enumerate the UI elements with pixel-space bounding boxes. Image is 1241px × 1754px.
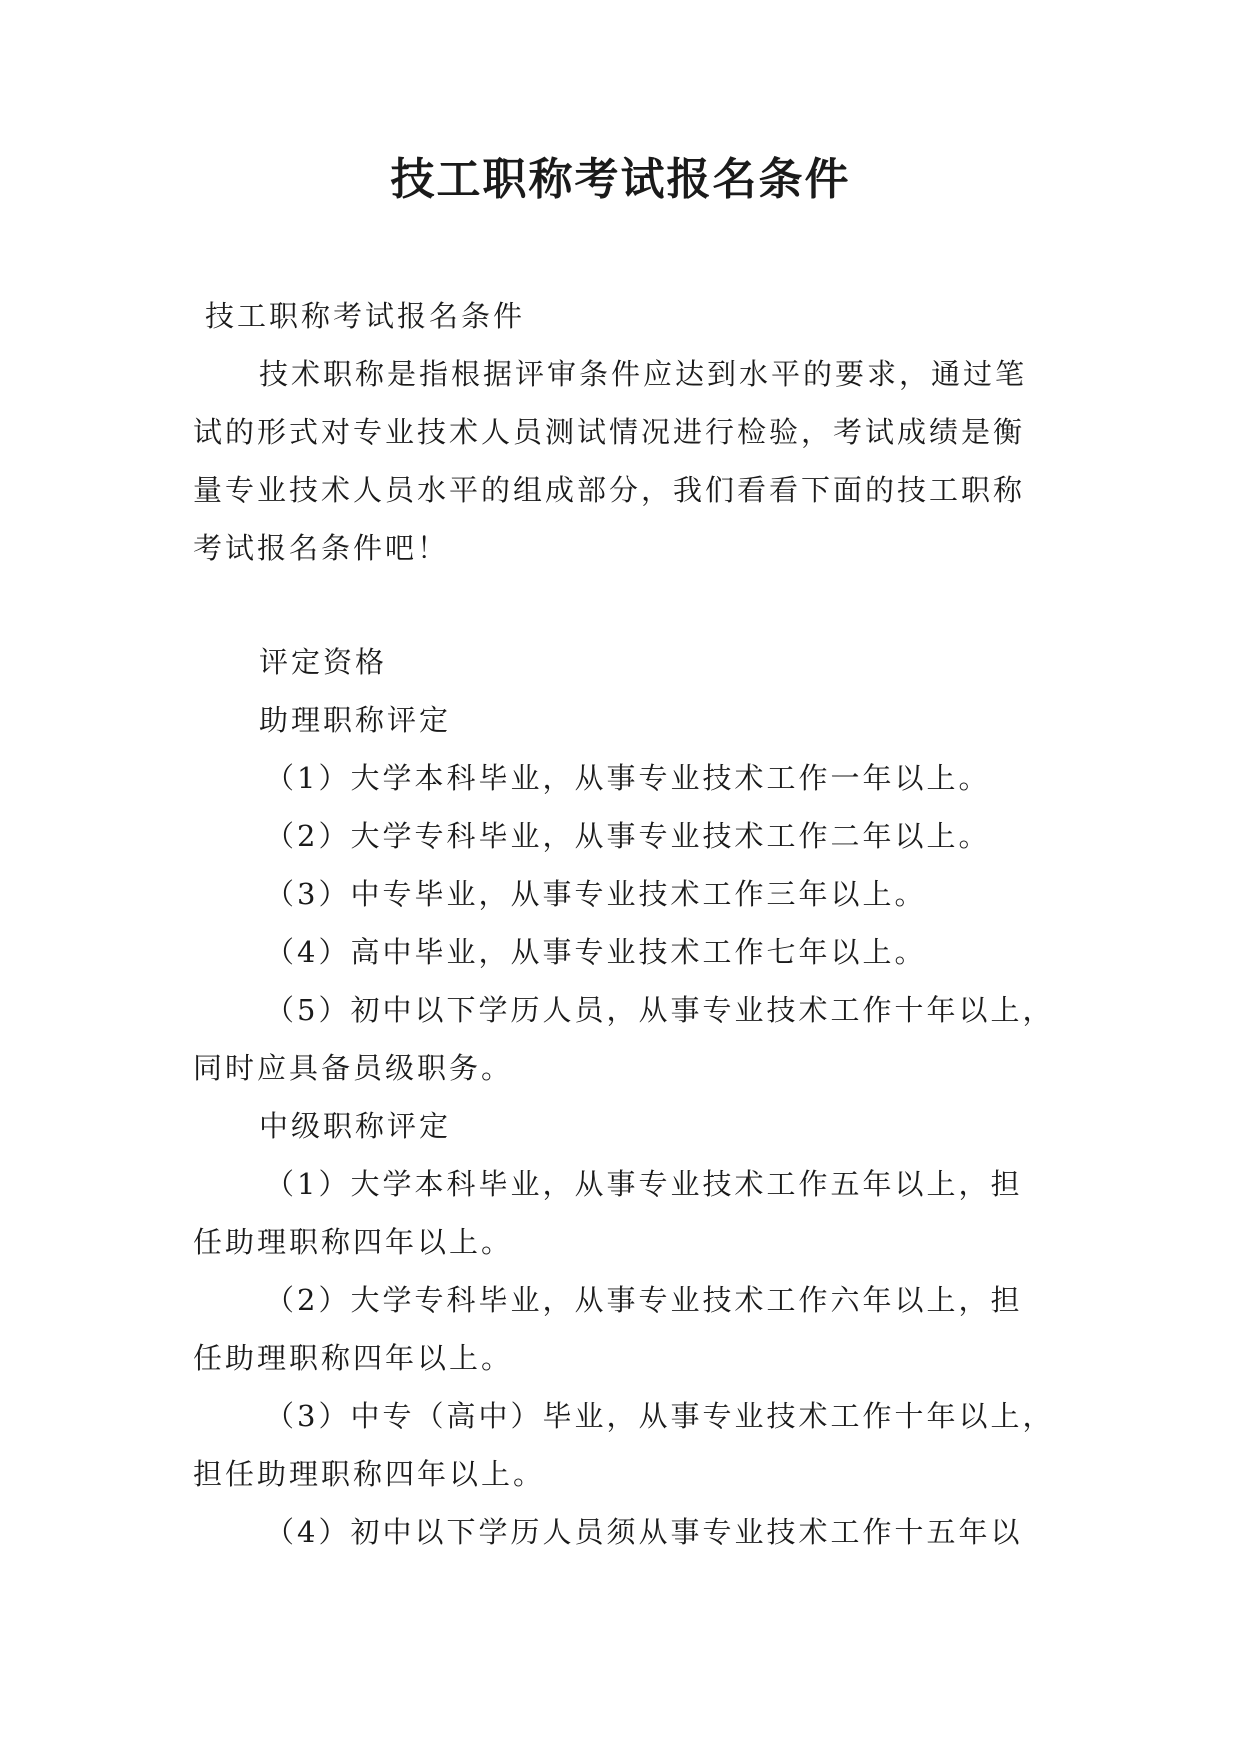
assistant-item: （1）大学本科毕业，从事专业技术工作一年以上。 — [265, 761, 991, 795]
assistant-item: （3）中专毕业，从事专业技术工作三年以上。 — [265, 877, 927, 911]
intermediate-item: （2）大学专科毕业，从事专业技术工作六年以上，担 — [265, 1283, 1023, 1317]
section-heading: 评定资格 — [259, 645, 388, 679]
intro-line: 考试报名条件吧！ — [193, 531, 450, 565]
intermediate-item: （4）初中以下学历人员须从事专业技术工作十五年以 — [265, 1515, 1023, 1549]
subtitle: 技工职称考试报名条件 — [205, 299, 526, 333]
assistant-item-continuation: 同时应具备员级职务。 — [193, 1051, 514, 1085]
intro-line: 试的形式对专业技术人员测试情况进行检验，考试成绩是衡 — [193, 415, 1026, 449]
assistant-item: （5）初中以下学历人员，从事专业技术工作十年以上， — [265, 993, 1055, 1027]
paragraph-gap — [193, 577, 1063, 633]
document-body — [193, 287, 1063, 1561]
intermediate-item: （3）中专（高中）毕业，从事专业技术工作十年以上， — [265, 1399, 1055, 1433]
intermediate-item-continuation: 任助理职称四年以上。 — [193, 1225, 514, 1259]
intermediate-item: （1）大学本科毕业，从事专业技术工作五年以上，担 — [265, 1167, 1023, 1201]
assistant-item: （2）大学专科毕业，从事专业技术工作二年以上。 — [265, 819, 991, 853]
intermediate-heading: 中级职称评定 — [259, 1109, 452, 1143]
document-title: 技工职称考试报名条件 — [390, 154, 851, 205]
intro-line: 量专业技术人员水平的组成部分，我们看看下面的技工职称 — [193, 473, 1026, 507]
intermediate-item-continuation: 任助理职称四年以上。 — [193, 1341, 514, 1375]
intro-line: 技术职称是指根据评审条件应达到水平的要求，通过笔 — [259, 357, 1028, 391]
assistant-heading: 助理职称评定 — [259, 703, 452, 737]
assistant-item: （4）高中毕业，从事专业技术工作七年以上。 — [265, 935, 927, 969]
intermediate-item-continuation: 担任助理职称四年以上。 — [193, 1457, 546, 1491]
